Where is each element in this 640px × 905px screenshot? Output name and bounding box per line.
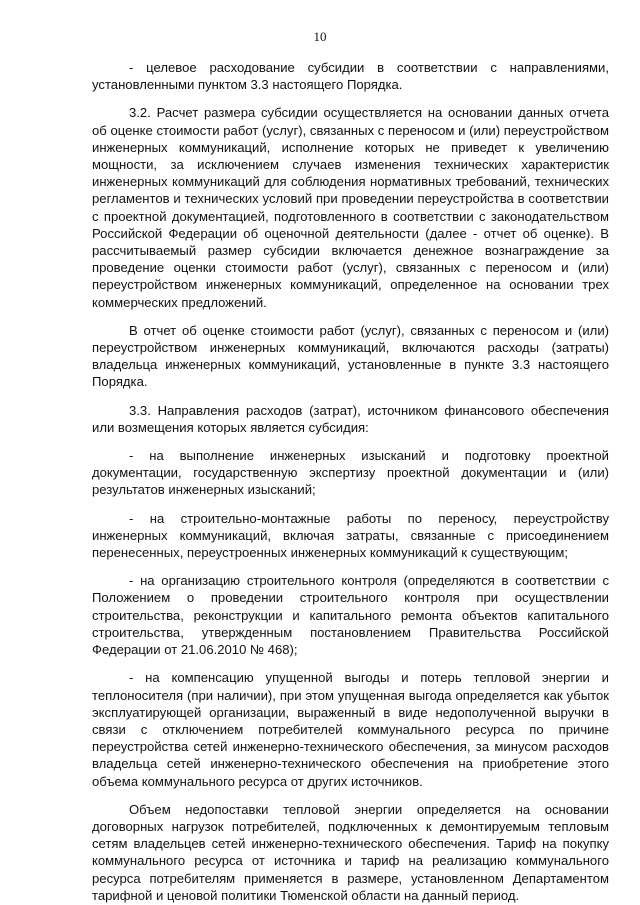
list-item-construction-control: - на организацию строительного контроля (определяются в соответствии с Положением о проведении строительного контроля при осуществлении строительства, реконструкции и капитального ремонта объектов капитального строительства, утвержденным постановлением Правительства Российской Федерации от 21.06.2010 № 468); xyxy=(92,573,609,658)
paragraph-heat-undersupply-volume: Объем недопоставки тепловой энергии определяется на основании договорных нагрузок потребителей, подключенных к демонтируемым тепловым сетям владельцев сетей инженерно-технического обеспечения. Тариф на покупку коммунального ресурса от источника и тариф на реализацию коммунального ресурса потребителям применяется в размере, установленном Департаментом тарифной и ценовой политики Тюменской области на данный период. xyxy=(92,801,609,903)
paragraph-valuation-report-expenses: В отчет об оценке стоимости работ (услуг), связанных с переносом и (или) переустройством инженерных коммуникаций, включаются расходы (затраты) владельца инженерных коммуникаций, установленные в пункте 3.3 настоящего Порядка. xyxy=(92,322,609,390)
paragraph-targeted-use: - целевое расходование субсидии в соответствии с направлениями, установленными пунктом 3.3 настоящего Порядка. xyxy=(92,60,609,93)
paragraph-3-3-expense-directions: 3.3. Направления расходов (затрат), источником финансового обеспечения или возмещения которых является субсидия: xyxy=(92,402,609,435)
list-item-construction-works: - на строительно-монтажные работы по переносу, переустройству инженерных коммуникаций, включая затраты, связанные с присоединением перенесенных, переустроенных инженерных коммуникаций к существующим; xyxy=(92,510,609,561)
list-item-lost-profit-compensation: - на компенсацию упущенной выгоды и потерь тепловой энергии и теплоносителя (при наличии), при этом упущенная выгода определяется как убыток эксплуатирующей организации, выраженный в виде недополученной выручки в связи с отключением потребителей коммунального ресурса по причине переустройства сетей инженерно-технического обеспечения, за минусом расходов владельца сетей инженерно-технического обеспечения на приобретение этого объема коммунального ресурса от других источников. xyxy=(92,670,609,789)
page-number: 10 xyxy=(313,29,327,44)
list-item-engineering-surveys: - на выполнение инженерных изысканий и подготовку проектной документации, государственную экспертизу проектной документации и (или) результатов инженерных изысканий; xyxy=(92,448,609,498)
document-body xyxy=(92,59,609,904)
paragraph-3-2-subsidy-calculation: 3.2. Расчет размера субсидии осуществляется на основании данных отчета об оценке стоимости работ (услуг), связанных с переносом и (или) переустройством инженерных коммуникаций, исполнение которых не приведет к увеличению мощности, за исключением случаев изменения технических характеристик инженерных коммуникаций для соблюдения нормативных требований, технических регламентов и технических условий при проведении переустройства в соответствии с проектной документацией, подготовленного в соответствии с законодательством Российской Федерации об оценочной деятельности (далее - отчет об оценке). В рассчитываемый размер субсидии включается денежное вознаграждение за проведение оценки стоимости работ (услуг), связанных с переносом и (или) переустройством инженерных коммуникаций, определенное на основании трех коммерческих предложений. xyxy=(92,105,609,310)
